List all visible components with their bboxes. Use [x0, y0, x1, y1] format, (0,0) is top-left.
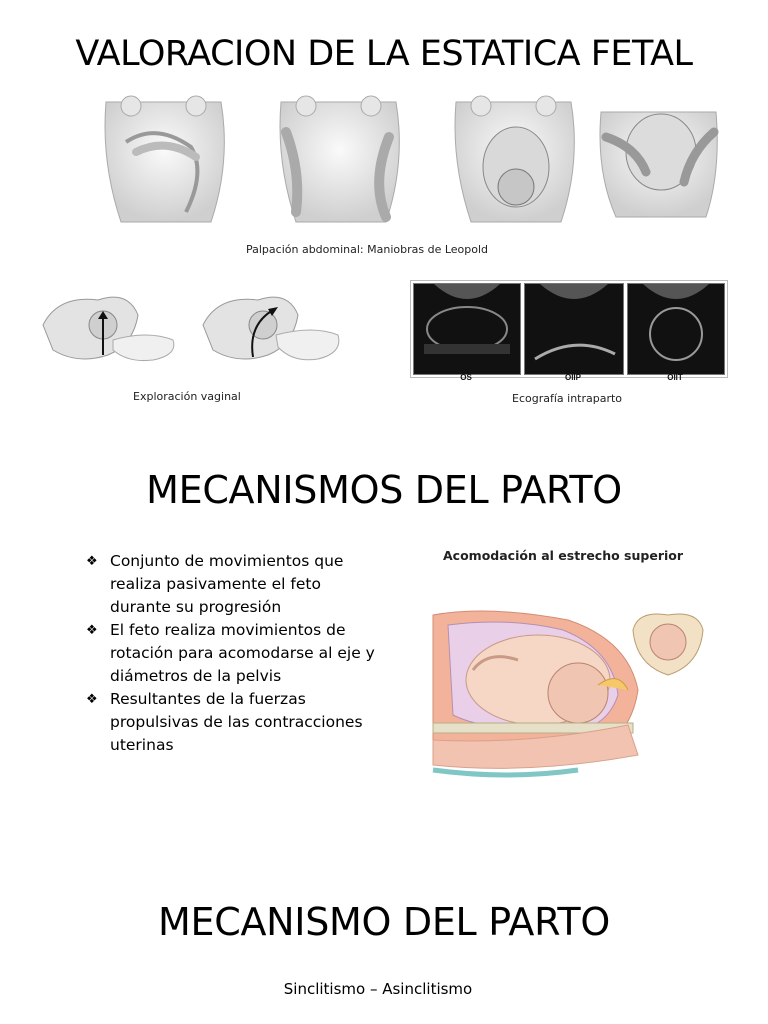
bullet-item: ❖ Resultantes de la fuerzas propulsivas de las contracciones uterinas [86, 690, 363, 754]
leopold-figure-1 [105, 96, 224, 222]
vaginal-exploration-illustration [38, 285, 348, 375]
section3-title: MECANISMO DEL PARTO [158, 900, 610, 944]
ultrasound-image-os [413, 283, 521, 375]
section3-subtitle: Sinclitismo – Asinclitismo [283, 980, 473, 998]
ultrasound-image-oiit [627, 283, 725, 375]
ultrasound-image-oiip [524, 283, 624, 375]
ultrasound-caption: Ecografía intraparto [512, 392, 623, 405]
ultrasound-panel [410, 280, 728, 382]
vaginal-caption: Exploración vaginal [133, 390, 241, 403]
bullet-item: ❖ El feto realiza movimientos de rotación para acomodarse al eje y diámetros de la pelvis [86, 621, 375, 685]
pelvis-inset [633, 614, 703, 675]
diamond-bullet-icon: ❖ [86, 554, 98, 569]
us-label-os: OS [460, 373, 472, 382]
section1-title: VALORACION DE LA ESTATICA FETAL [75, 34, 693, 74]
us-label-oiit: OIIT [667, 373, 683, 382]
diamond-bullet-icon: ❖ [86, 692, 98, 707]
section2-title: MECANISMOS DEL PARTO [146, 468, 622, 512]
diamond-bullet-icon: ❖ [86, 623, 98, 638]
pelvis-2 [203, 297, 339, 360]
fetal-accommodation-illustration [428, 605, 718, 785]
figure-caption: Acomodación al estrecho superior [443, 548, 684, 563]
pelvis-1 [43, 297, 174, 360]
leopold-figure-4 [600, 112, 717, 217]
us-label-oiip: OIIP [564, 373, 581, 382]
leopold-figure-3 [455, 96, 574, 222]
bullet-item: ❖ Conjunto de movimientos que realiza pasivamente el feto durante su progresión [86, 552, 344, 616]
leopold-figure-2 [280, 96, 399, 222]
mechanism-bullet-list [86, 550, 386, 757]
leopold-maneuvers-illustration [96, 92, 726, 242]
leopold-caption: Palpación abdominal: Maniobras de Leopold [246, 243, 489, 256]
